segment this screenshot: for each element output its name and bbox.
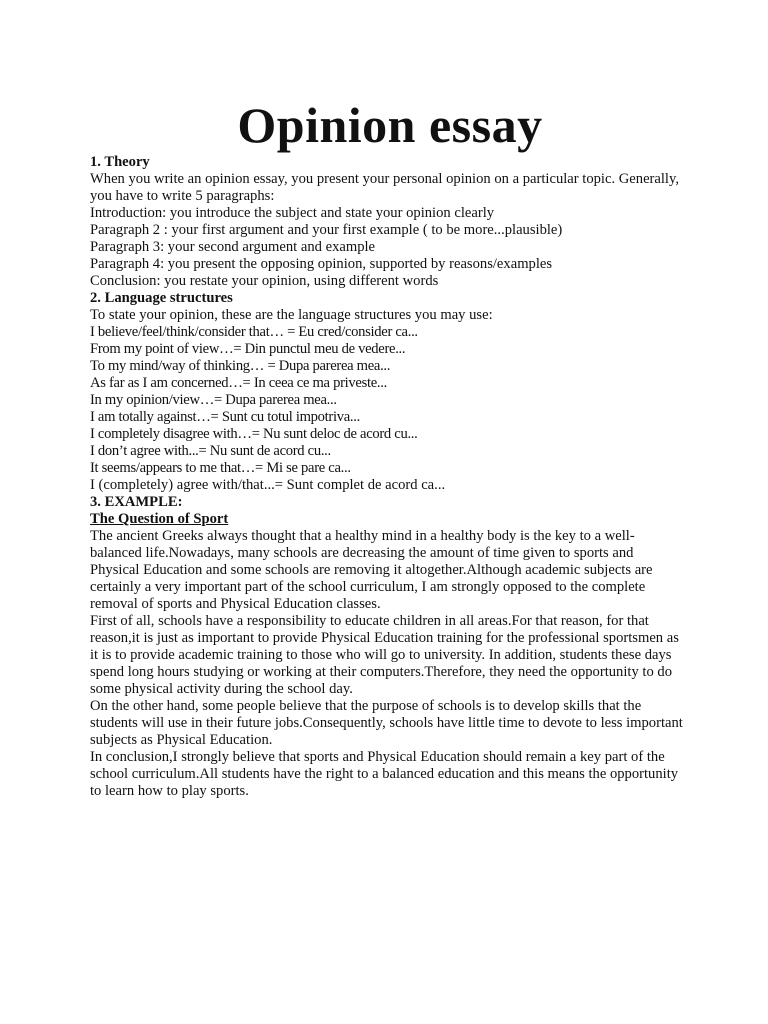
essay-line: spend long hours studying or working at their computers.Therefore, they need the opportunity to do bbox=[90, 664, 673, 680]
essay-line: certainly a very important part of the school curriculum, I am strongly opposed to the complete bbox=[90, 579, 646, 595]
document-title: Opinion essay bbox=[237, 97, 543, 153]
phrase-item: In my opinion/view…= Dupa parerea mea... bbox=[90, 392, 337, 408]
theory-line: Paragraph 2 : your first argument and your first example ( to be more...plausible) bbox=[90, 222, 563, 238]
phrase-item: From my point of view…= Din punctul meu de vedere... bbox=[90, 341, 406, 357]
phrase-item: I don’t agree with...= Nu sunt de acord cu... bbox=[90, 443, 331, 459]
example-subtitle: The Question of Sport bbox=[90, 511, 229, 527]
essay-line: school curriculum.All students have the right to a balanced education and this means the opportunity bbox=[90, 766, 679, 782]
document-page bbox=[90, 96, 690, 800]
essay-line: reason,it is just as important to provide Physical Education training for the professional sportsmen as bbox=[90, 630, 679, 646]
section-heading-example: 3. EXAMPLE: bbox=[90, 494, 183, 510]
essay-line: First of all, schools have a responsibility to educate children in all areas.For that reason, for that bbox=[90, 613, 649, 629]
section-heading-language: 2. Language structures bbox=[90, 290, 233, 306]
phrase-item: I (completely) agree with/that...= Sunt complet de acord ca... bbox=[90, 477, 446, 493]
essay-line: it is to provide academic training to those who will go to university. In addition, students these days bbox=[90, 647, 672, 663]
phrase-item: I am totally against…= Sunt cu totul impotriva... bbox=[90, 409, 360, 425]
phrase-item: I believe/feel/think/consider that… = Eu cred/consider ca... bbox=[90, 324, 418, 340]
essay-line: subjects as Physical Education. bbox=[90, 732, 273, 748]
essay-line: removal of sports and Physical Education classes. bbox=[90, 596, 381, 612]
language-intro: To state your opinion, these are the language structures you may use: bbox=[90, 307, 493, 323]
essay-line: students will use in their future jobs.Consequently, schools have little time to devote to less important bbox=[90, 715, 683, 731]
essay-line: On the other hand, some people believe that the purpose of schools is to develop skills that the bbox=[90, 698, 642, 714]
phrase-item: It seems/appears to me that…= Mi se pare ca... bbox=[90, 460, 351, 476]
phrase-list bbox=[90, 324, 690, 494]
essay-line: The ancient Greeks always thought that a healthy mind in a healthy body is the key to a well- bbox=[90, 528, 635, 544]
theory-line: Paragraph 4: you present the opposing opinion, supported by reasons/examples bbox=[90, 256, 553, 272]
theory-lines bbox=[90, 171, 690, 290]
essay-line: In conclusion,I strongly believe that sports and Physical Education should remain a key part of the bbox=[90, 749, 665, 765]
theory-line: you have to write 5 paragraphs: bbox=[90, 188, 275, 204]
theory-line: When you write an opinion essay, you present your personal opinion on a particular topic. Generally, bbox=[90, 171, 679, 187]
phrase-item: To my mind/way of thinking… = Dupa parerea mea... bbox=[90, 358, 391, 374]
phrase-item: As far as I am concerned…= In ceea ce ma priveste... bbox=[90, 375, 387, 391]
phrase-item: I completely disagree with…= Nu sunt deloc de acord cu... bbox=[90, 426, 418, 442]
essay-line: to learn how to play sports. bbox=[90, 783, 249, 799]
example-essay bbox=[90, 528, 690, 800]
essay-line: balanced life.Nowadays, many schools are decreasing the amount of time given to sports and bbox=[90, 545, 634, 561]
theory-line: Paragraph 3: your second argument and example bbox=[90, 239, 376, 255]
theory-line: Introduction: you introduce the subject and state your opinion clearly bbox=[90, 205, 495, 221]
section-heading-theory: 1. Theory bbox=[90, 154, 150, 170]
essay-line: some physical activity during the school day. bbox=[90, 681, 353, 697]
theory-line: Conclusion: you restate your opinion, using different words bbox=[90, 273, 439, 289]
essay-line: Physical Education and some schools are removing it altogether.Although academic subjects are bbox=[90, 562, 653, 578]
